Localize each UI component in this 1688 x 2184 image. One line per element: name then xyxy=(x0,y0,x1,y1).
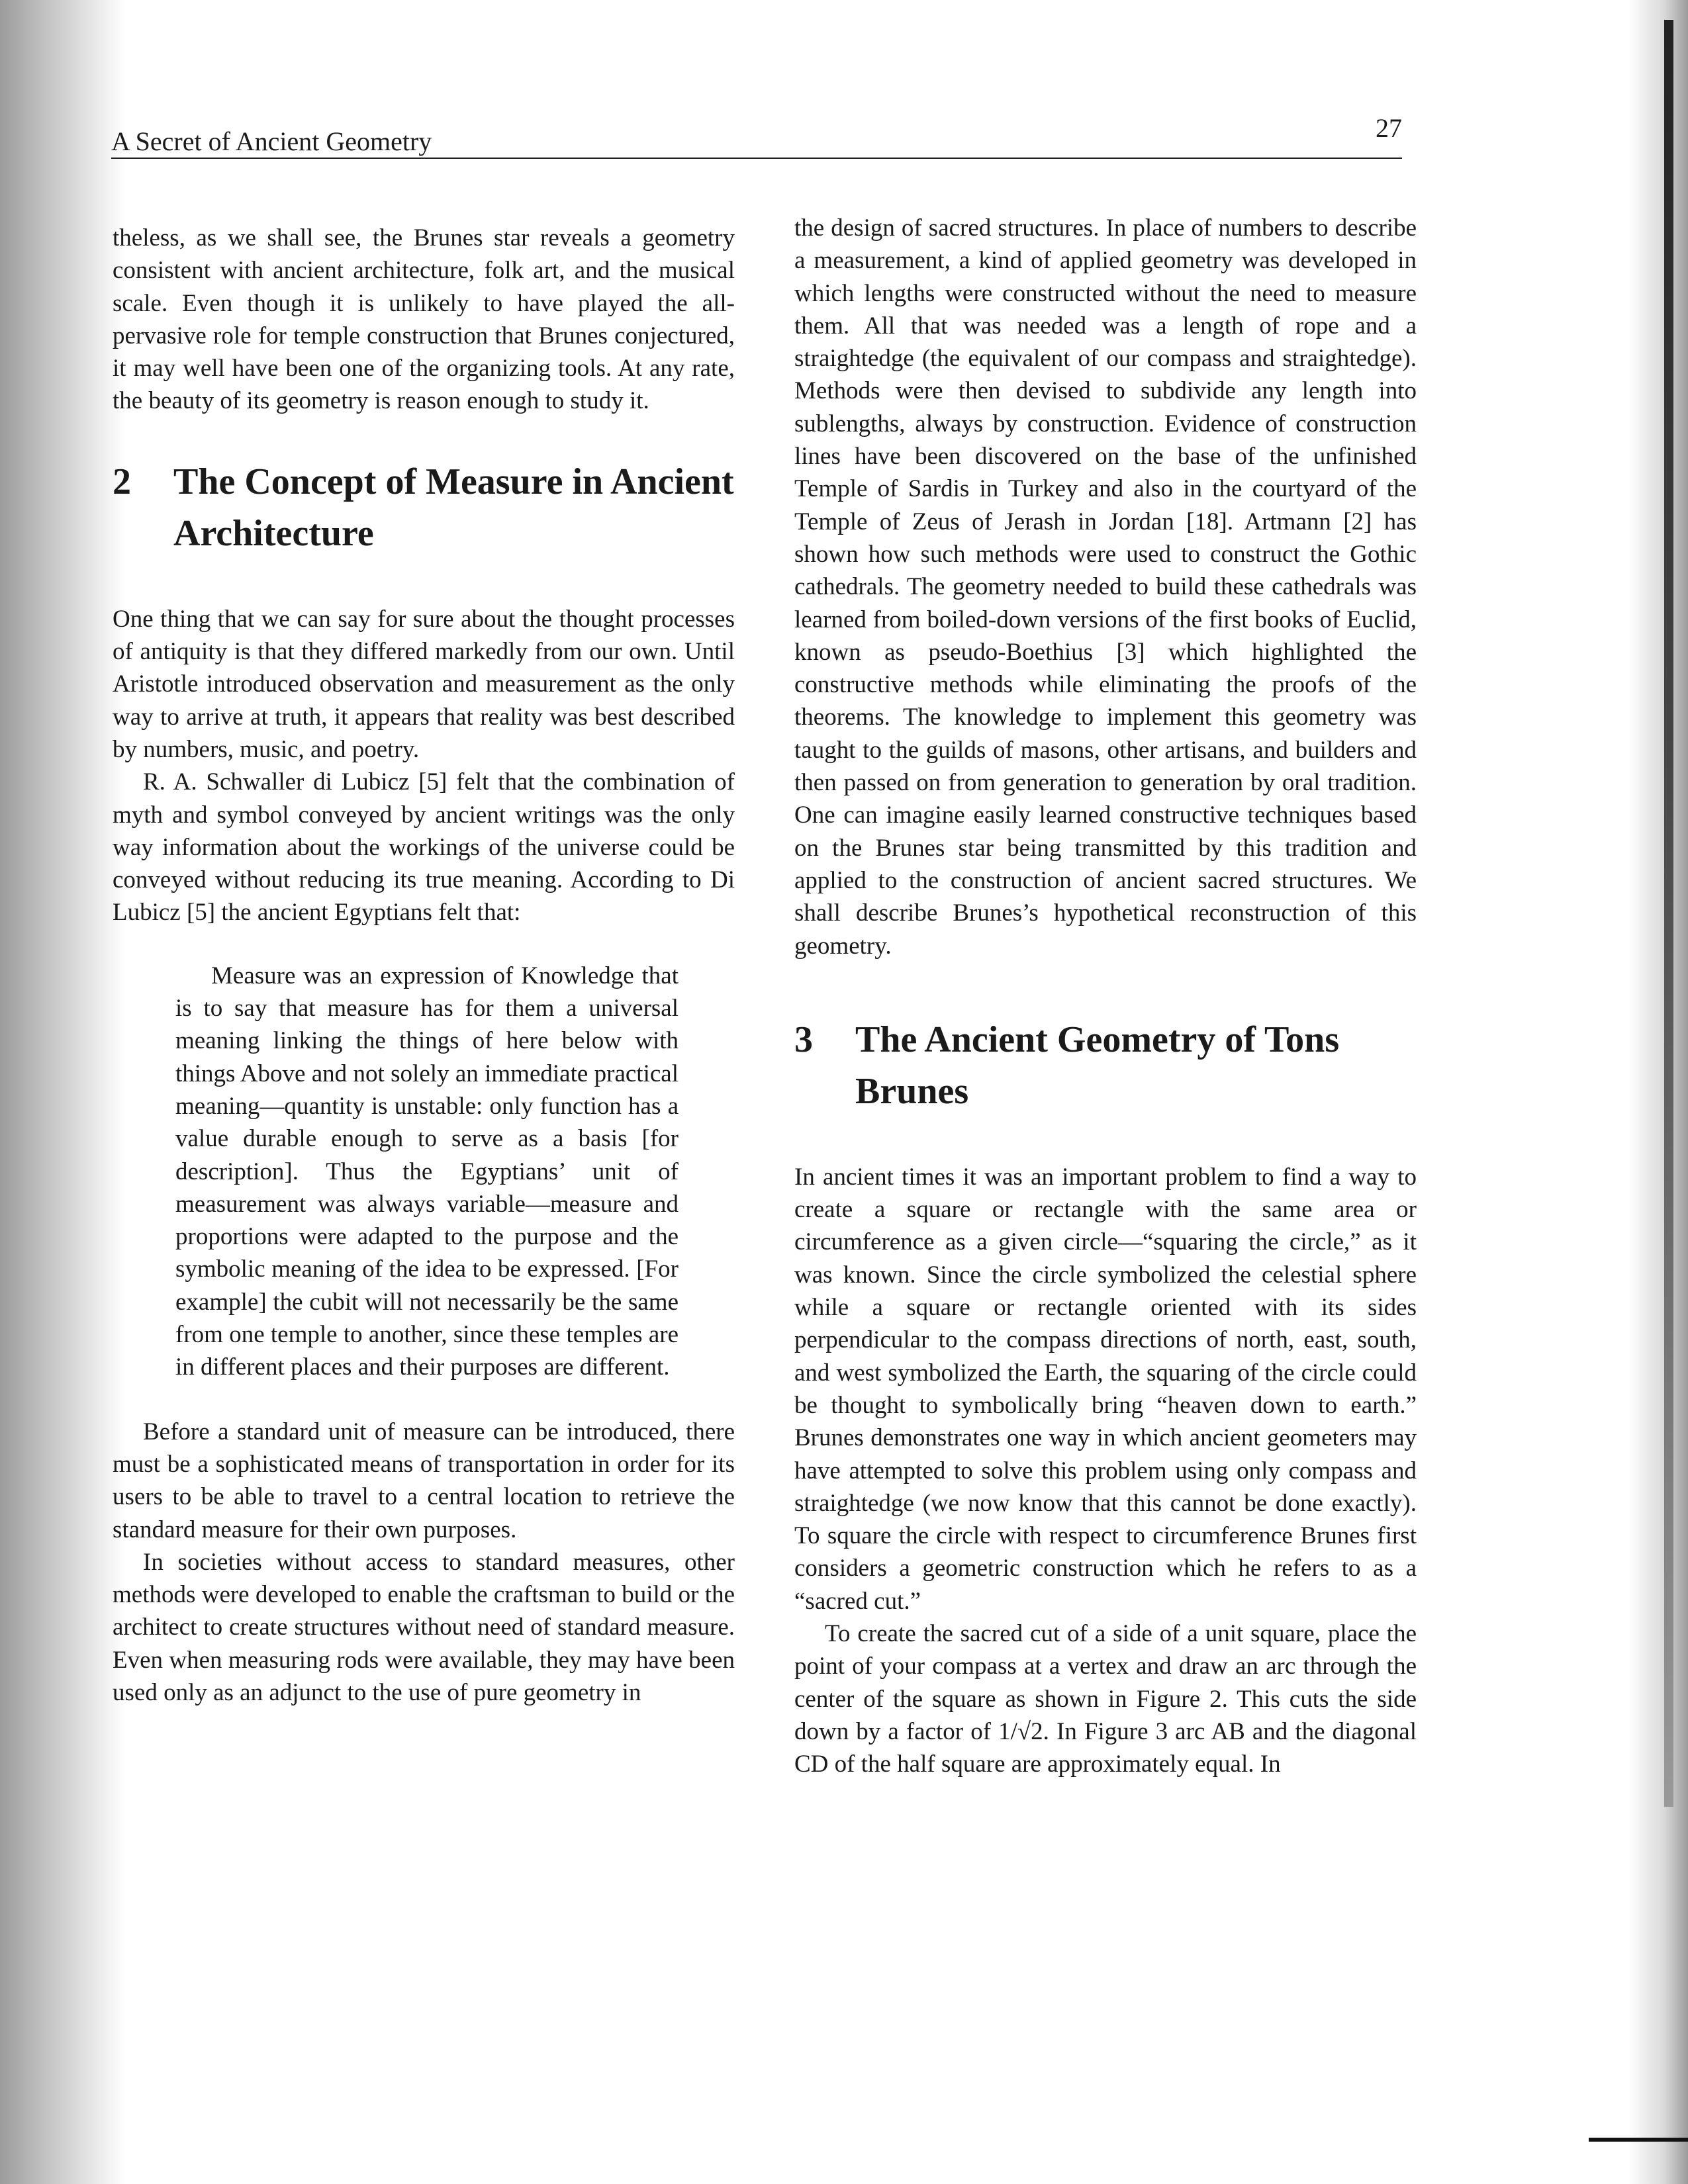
paragraph: In societies without access to standard measures, other methods were developed to enable the craftsman to build or the architect to create structures without need of standard measure. Even when measuring rods were available, they may have been used only as an adjunct to the use of pure geometry in xyxy=(113,1548,735,1706)
left-column xyxy=(113,222,735,1709)
paragraph: the design of sacred structures. In place of numbers to describe a measurement, a kind of applied geometry was developed in which lengths were constructed without the need to measure them. All that was needed was a length of rope and a straightedge (the equivalent of our compass and straightedge). Methods were then devised to subdivide any length into sublengths, always by construction. Evidence of construction lines have been discovered on the base of the unfinished Temple of Sardis in Turkey and also in the courtyard of the Temple of Zeus of Jerash in Jordan [18]. Artmann [2] has shown how such methods were used to construct the Gothic cathedrals. The geometry needed to build these cathedrals was learned from boiled-down versions of the first books of Euclid, known as pseudo-Boethius [3] which highlighted the constructive methods while eliminating the proofs of the theorems. The knowledge to implement this geometry was taught to the guilds of masons, other artisans, and builders and then passed on from generation to generation by oral tradition. One can imagine easily learned constructive techniques based on the Brunes star being transmitted by this tradition and applied to the construction of ancient sacred structures. We shall describe Brunes’s hypothetical reconstruction of this geometry. xyxy=(794,214,1417,960)
section-heading-2 xyxy=(113,456,735,559)
section-title: The Ancient Geometry of Tons Brunes xyxy=(855,1019,1340,1112)
block-quote xyxy=(175,960,679,1384)
paragraph: theless, as we shall see, the Brunes star reveals a geometry consistent with ancient architecture, folk art, and the musical scale. Even though it is unlikely to have played the all-pervasive role for temple construction that Brunes conjectured, it may well have been one of the organizing tools. At any rate, the beauty of its geometry is reason enough to study it. xyxy=(113,224,735,415)
scan-bottom-mark xyxy=(1589,2138,1688,2142)
header-rule xyxy=(111,158,1402,159)
scan-shadow-left xyxy=(0,0,126,2184)
page-number: 27 xyxy=(1376,113,1402,143)
paragraph: To create the sacred cut of a side of a unit square, place the point of your compass at a vertex and draw an arc through the center of the square as shown in Figure 2. This cuts the side down by a factor of 1/√2. In Figure 3 arc AB and the diagonal CD of the half square are approximately equal. In xyxy=(794,1619,1417,1778)
section-heading-3 xyxy=(794,1014,1417,1117)
paragraph: In ancient times it was an important problem to find a way to create a square or rectangle with the same area or circumference as a given circle—“squaring the circle,” as it was known. Since the circle symbolized the celestial sphere while a square or rectangle oriented with its sides perpendicular to the compass directions of north, east, south, and west symbolized the Earth, the squaring of the circle could be thought to symbolically bring “heaven down to earth.” Brunes demonstrates one way in which ancient geometers may have attempted to solve this problem using only compass and straightedge (we now know that this cannot be done exactly). To square the circle with respect to circumference Brunes first considers a geometric construction which he refers to as a “sacred cut.” xyxy=(794,1163,1417,1615)
right-column xyxy=(794,212,1417,1780)
paragraph: One thing that we can say for sure about the thought processes of antiquity is that they differed markedly from our own. Until Aristotle introduced observation and measurement as the only way to arrive at truth, it appears that reality was best described by numbers, music, and poetry. xyxy=(113,605,735,763)
paragraph: R. A. Schwaller di Lubicz [5] felt that the combination of myth and symbol conveyed by ancient writings was the only way information about the workings of the universe could be conveyed without reducing its true meaning. According to Di Lubicz [5] the ancient Egyptians felt that: xyxy=(113,768,735,927)
section-number: 2 xyxy=(113,461,131,502)
quote-text: Measure was an expression of Knowledge that is to say that measure has for them a universal meaning linking the things of here below with things Above and not solely an immediate practical meaning—quantity is unstable: only function has a value durable enough to serve as a basis [for description]. Thus the Egyptians’ unit of measurement was always variable—measure and proportions were adapted to the purpose and the symbolic meaning of the idea to be expressed. [For example] the cubit will not necessarily be the same from one temple to another, since these temples are in different places and their purposes are different. xyxy=(175,962,679,1381)
running-title: A Secret of Ancient Geometry xyxy=(111,126,432,156)
scan-shadow-right xyxy=(1628,0,1688,2184)
section-number: 3 xyxy=(794,1019,813,1060)
scan-page-edge xyxy=(1664,20,1673,1807)
section-title: The Concept of Measure in Ancient Architecture xyxy=(173,461,734,554)
paragraph: Before a standard unit of measure can be introduced, there must be a sophisticated means of transportation in order for its users to be able to travel to a central location to retrieve the standard measure for their own purposes. xyxy=(113,1418,735,1543)
